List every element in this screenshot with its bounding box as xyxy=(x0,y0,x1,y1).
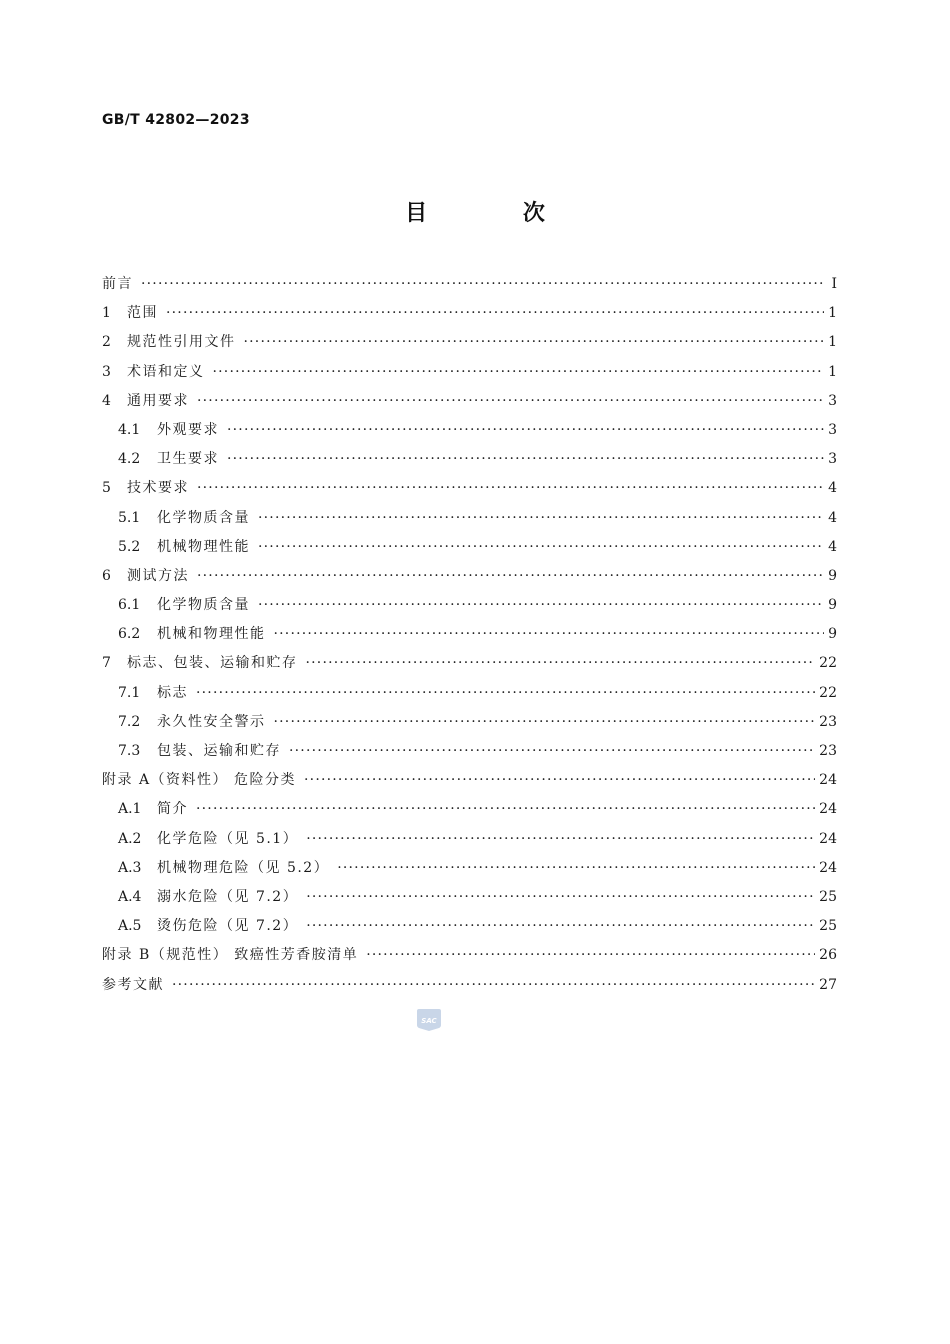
toc-entry-number: 4 xyxy=(102,392,111,409)
toc-entry-label: 标志、包装、运输和贮存 xyxy=(127,655,298,672)
toc-entry-page: 25 xyxy=(819,918,837,935)
toc-entry-number: 7 xyxy=(102,655,111,672)
toc-dot-leader xyxy=(196,679,815,708)
toc-entry-page: 24 xyxy=(819,859,837,876)
toc-dot-leader xyxy=(258,591,824,620)
toc-entry-number: 5 xyxy=(102,480,111,497)
toc-entry[interactable] xyxy=(102,358,837,387)
toc-entry-number: 6.1 xyxy=(118,597,141,614)
toc-entry-page: 3 xyxy=(828,421,837,438)
toc-entry-page: 3 xyxy=(828,451,837,468)
toc-entry[interactable] xyxy=(102,941,837,970)
toc-entry-label: 永久性安全警示 xyxy=(157,713,266,730)
page-title: 目 次 xyxy=(405,201,589,226)
toc-entry-page: 22 xyxy=(819,684,837,701)
toc-dot-leader xyxy=(227,416,824,445)
toc-entry-page: 1 xyxy=(828,305,837,322)
toc-entry-number: 3 xyxy=(102,363,111,380)
toc-entry-page: 4 xyxy=(828,509,837,526)
toc-entry-number: 4.2 xyxy=(118,451,141,468)
toc-entry-label: 机械物理性能 xyxy=(157,538,250,555)
standard-code: GB/T 42802—2023 xyxy=(102,112,250,128)
toc-dot-leader xyxy=(289,737,815,766)
toc-entry-page: 27 xyxy=(819,976,837,993)
toc-entry-label: 附录 A（资料性） 危险分类 xyxy=(102,772,297,789)
toc-dot-leader xyxy=(227,445,824,474)
toc-entry[interactable] xyxy=(102,971,837,1000)
toc-dot-leader xyxy=(306,649,816,678)
toc-entry-label: 机械和物理性能 xyxy=(157,626,266,643)
toc-entry[interactable] xyxy=(102,474,837,503)
toc-entry[interactable] xyxy=(102,270,837,299)
toc-dot-leader xyxy=(366,941,815,970)
toc-entry-page: 1 xyxy=(828,363,837,380)
toc-entry-page: 24 xyxy=(819,801,837,818)
toc-entry-number: 4.1 xyxy=(118,421,141,438)
toc-dot-leader xyxy=(274,620,825,649)
toc-entry-label: 前言 xyxy=(102,276,133,292)
toc-entry-page: 23 xyxy=(819,713,837,730)
toc-entry-number: A.5 xyxy=(118,918,142,935)
toc-entry[interactable] xyxy=(102,562,837,591)
toc-entry-label: 化学危险（见 5.1） xyxy=(157,830,299,847)
toc-entry[interactable] xyxy=(102,912,837,941)
toc-entry-page: 25 xyxy=(819,888,837,905)
toc-entry-page: 23 xyxy=(819,743,837,759)
toc-entry-page: 3 xyxy=(828,392,837,409)
toc-entry[interactable] xyxy=(102,591,837,620)
toc-entry-number: 6 xyxy=(102,567,111,584)
toc-dot-leader xyxy=(274,708,816,737)
toc-dot-leader xyxy=(258,504,824,533)
toc-dot-leader xyxy=(304,766,815,795)
toc-entry[interactable] xyxy=(102,649,837,678)
toc-entry[interactable] xyxy=(102,620,837,649)
toc-entry-page: 24 xyxy=(819,830,837,847)
toc-dot-leader xyxy=(197,562,824,591)
toc-entry[interactable] xyxy=(102,795,837,824)
toc-entry[interactable] xyxy=(102,299,837,328)
toc-dot-leader xyxy=(166,299,824,328)
toc-dot-leader xyxy=(172,971,815,1000)
toc-entry[interactable] xyxy=(102,416,837,445)
toc-dot-leader xyxy=(197,474,824,503)
toc-entry-page: 9 xyxy=(828,626,837,643)
toc-entry-number: A.3 xyxy=(118,859,142,876)
toc-entry[interactable] xyxy=(102,504,837,533)
toc-dot-leader xyxy=(337,854,815,883)
sac-logo-text: SAC xyxy=(421,1017,437,1025)
toc-dot-leader xyxy=(141,270,825,299)
toc-entry[interactable] xyxy=(102,679,837,708)
toc-entry-label: 烫伤危险（见 7.2） xyxy=(157,918,299,935)
toc-entry-page: 4 xyxy=(828,538,837,555)
toc-entry-label: 包装、运输和贮存 xyxy=(157,743,281,759)
toc-entry-label: 范围 xyxy=(127,305,158,322)
toc-entry-label: 标志 xyxy=(157,684,188,701)
toc-dot-leader xyxy=(244,328,825,357)
sac-logo-icon xyxy=(416,1008,442,1032)
toc-entry[interactable] xyxy=(102,766,837,795)
toc-entry-number: A.1 xyxy=(118,801,142,818)
toc-entry-label: 规范性引用文件 xyxy=(127,334,236,351)
toc-entry[interactable] xyxy=(102,387,837,416)
toc-entry-label: 技术要求 xyxy=(127,480,189,497)
toc-dot-leader xyxy=(306,825,815,854)
toc-entry-page: 9 xyxy=(828,567,837,584)
toc-entry-label: 化学物质含量 xyxy=(157,509,250,526)
toc-entry-number: 2 xyxy=(102,334,111,351)
toc-entry[interactable] xyxy=(102,737,837,766)
toc-entry-label: 测试方法 xyxy=(127,567,189,584)
toc-entry-number: 6.2 xyxy=(118,626,141,643)
toc-entry-page: Ⅰ xyxy=(831,276,837,292)
toc-entry[interactable] xyxy=(102,445,837,474)
toc-entry-page: 9 xyxy=(828,597,837,614)
toc-entry[interactable] xyxy=(102,825,837,854)
toc-entry-page: 24 xyxy=(819,772,837,789)
toc-entry-label: 外观要求 xyxy=(157,421,219,438)
toc-entry-number: 7.3 xyxy=(118,743,141,759)
toc-entry-number: 1 xyxy=(102,305,111,322)
toc-entry-label: 溺水危险（见 7.2） xyxy=(157,888,299,905)
toc-entry-page: 26 xyxy=(819,947,837,964)
toc-entry-label: 通用要求 xyxy=(127,392,189,409)
toc-entry-page: 1 xyxy=(828,334,837,351)
toc-entry-label: 简介 xyxy=(157,801,188,818)
toc-entry-number: 7.2 xyxy=(118,713,141,730)
toc-entry-number: 5.1 xyxy=(118,509,141,526)
toc-dot-leader xyxy=(213,358,825,387)
toc-dot-leader xyxy=(306,912,815,941)
toc-dot-leader xyxy=(196,795,815,824)
toc-entry[interactable] xyxy=(102,854,837,883)
toc-entry-label: 机械物理危险（见 5.2） xyxy=(157,859,330,876)
toc-dot-leader xyxy=(197,387,824,416)
toc-entry[interactable] xyxy=(102,533,837,562)
toc-entry-number: 7.1 xyxy=(118,684,141,701)
toc-entry-number: A.4 xyxy=(118,888,142,905)
toc-entry[interactable] xyxy=(102,708,837,737)
toc-dot-leader xyxy=(306,883,815,912)
toc-entry-page: 4 xyxy=(828,480,837,497)
toc-entry-page: 22 xyxy=(819,655,837,672)
toc-entry-label: 附录 B（规范性） 致癌性芳香胺清单 xyxy=(102,947,359,964)
table-of-contents xyxy=(102,270,837,1000)
toc-entry-label: 参考文献 xyxy=(102,976,164,993)
toc-entry[interactable] xyxy=(102,328,837,357)
toc-entry-label: 卫生要求 xyxy=(157,451,219,468)
toc-entry-label: 化学物质含量 xyxy=(157,597,250,614)
toc-entry-number: A.2 xyxy=(118,830,142,847)
toc-entry-label: 术语和定义 xyxy=(127,363,205,380)
toc-dot-leader xyxy=(258,533,824,562)
toc-entry-number: 5.2 xyxy=(118,538,141,555)
toc-entry[interactable] xyxy=(102,883,837,912)
